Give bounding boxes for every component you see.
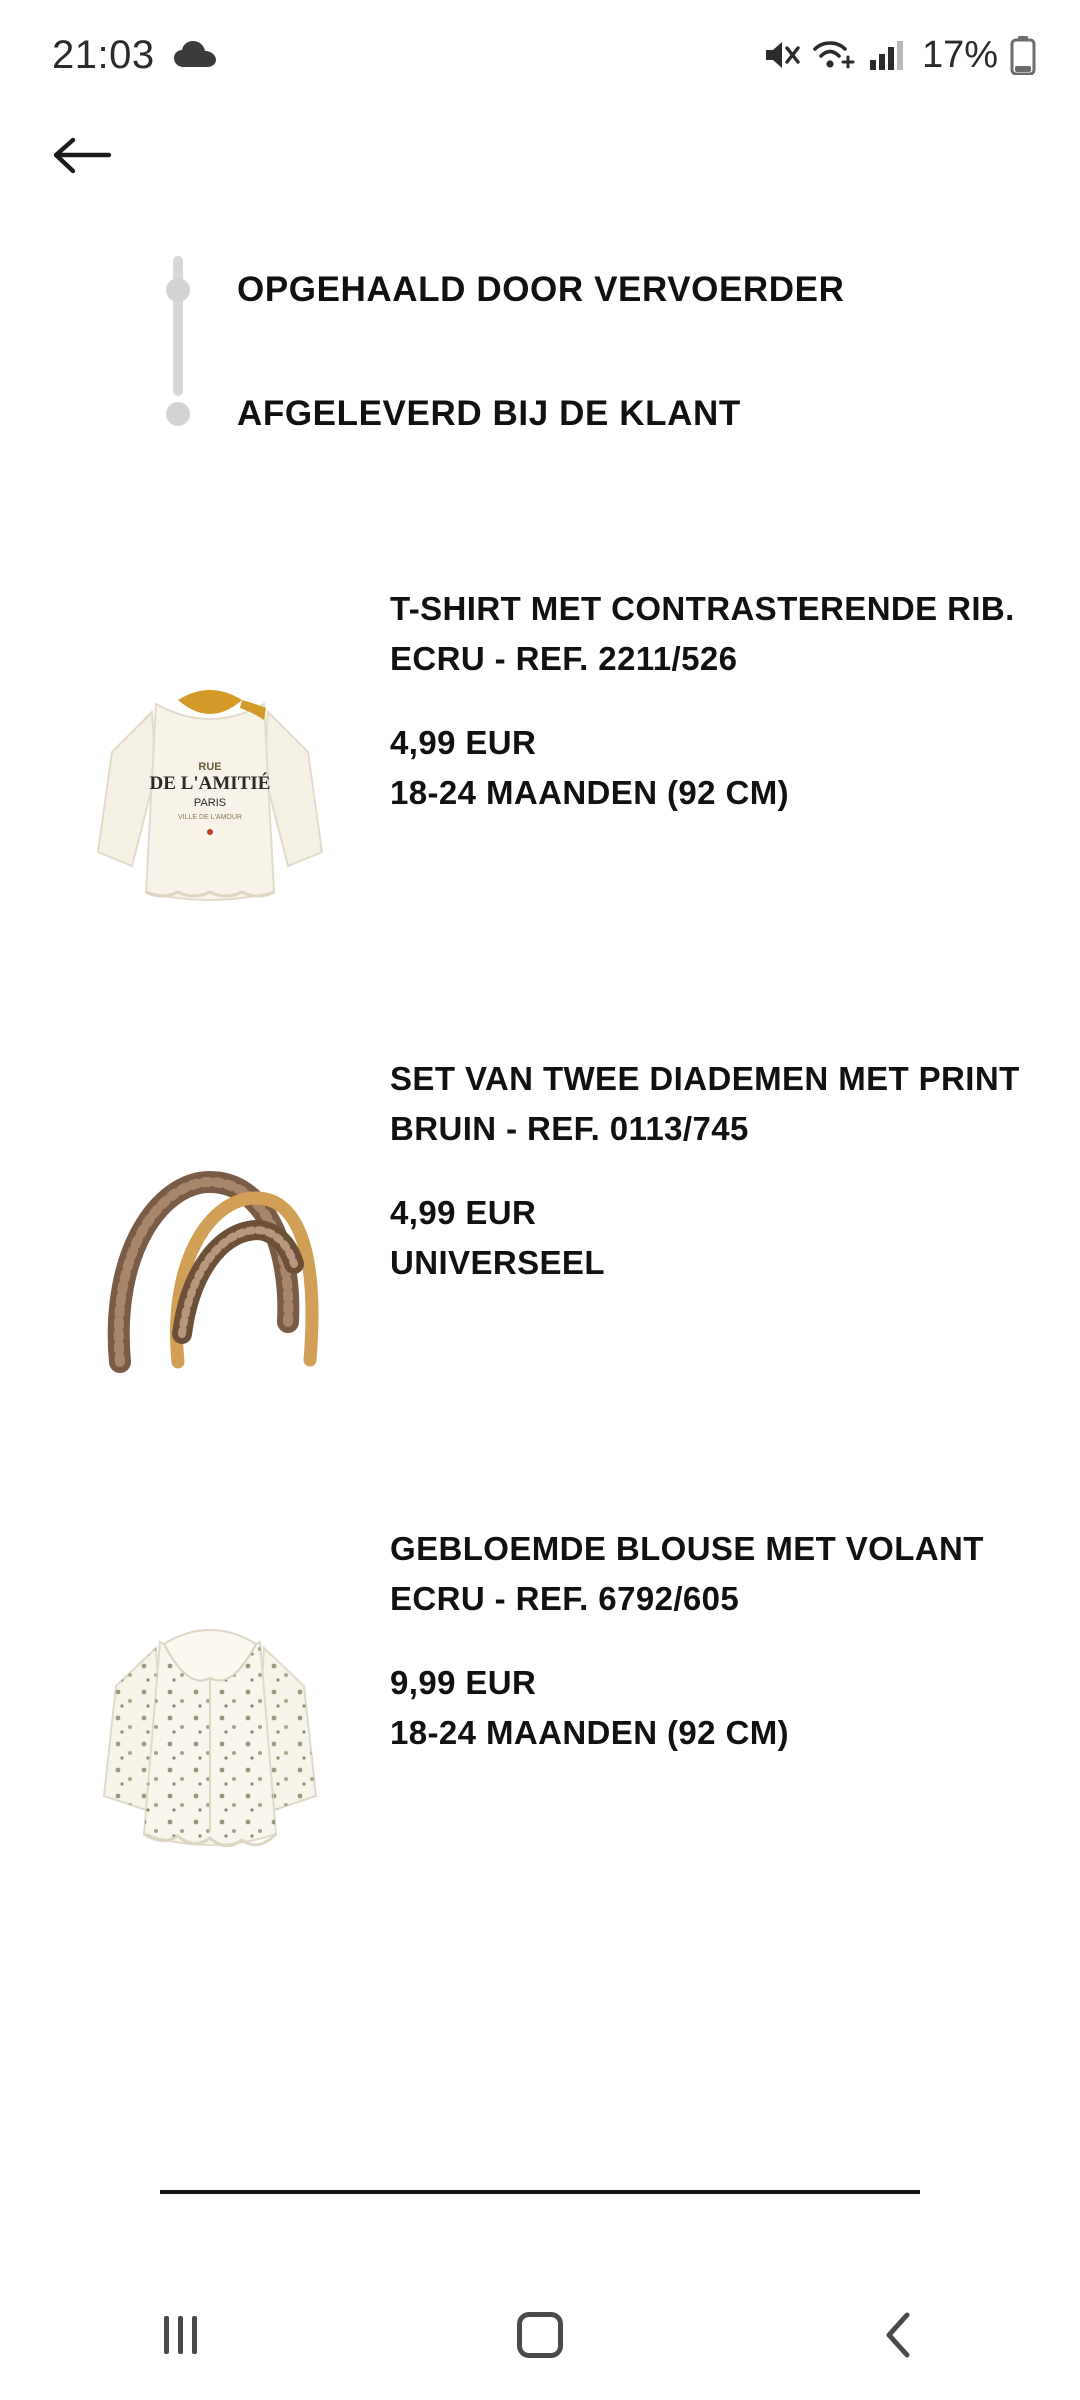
- product-info: [390, 1492, 984, 1758]
- recents-icon: [164, 2316, 197, 2354]
- product-ref: ECRU - REF. 2211/526: [390, 640, 738, 677]
- cloud-icon: [173, 40, 217, 70]
- two-printed-headbands-icon: [60, 1112, 360, 1472]
- back-icon: [880, 2309, 920, 2361]
- product-price: 4,99 EUR: [390, 724, 537, 761]
- tracking-step-label: OPGEHAALD DOOR VERVOERDER: [237, 270, 845, 309]
- kids-longsleeve-tshirt-icon: [60, 642, 360, 1002]
- app-top-bar: [0, 110, 1080, 200]
- product-thumbnail[interactable]: [60, 622, 360, 1022]
- battery-percent-label: 17%: [921, 33, 998, 76]
- product-size: 18-24 MAANDEN (92 CM): [390, 1714, 789, 1751]
- svg-text:VILLE DE L'AMOUR: VILLE DE L'AMOUR: [178, 814, 242, 821]
- product-info: [390, 552, 1015, 818]
- order-item[interactable]: [0, 552, 1080, 1022]
- order-item[interactable]: [0, 1022, 1080, 1492]
- product-ref: BRUIN - REF. 0113/745: [390, 1110, 749, 1147]
- tracking-step-picked-up: [0, 248, 1080, 332]
- product-info: [390, 1022, 1020, 1288]
- home-icon: [517, 2312, 563, 2358]
- home-button[interactable]: [480, 2290, 600, 2380]
- product-thumbnail[interactable]: [60, 1092, 360, 1492]
- system-back-button[interactable]: [840, 2290, 960, 2380]
- tracking-step-label: AFGELEVERD BIJ DE KLANT: [237, 394, 741, 433]
- product-name: T-SHIRT MET CONTRASTERENDE RIB.: [390, 590, 1015, 627]
- timeline-dot: [166, 402, 190, 426]
- tracking-timeline: [0, 248, 1080, 456]
- tracking-step-delivered: [0, 372, 1080, 456]
- signal-icon: [868, 38, 906, 72]
- section-divider: [160, 2190, 920, 2194]
- product-ref: ECRU - REF. 6792/605: [390, 1580, 740, 1617]
- floral-ruffle-blouse-icon: [60, 1582, 360, 1942]
- product-price: 4,99 EUR: [390, 1194, 537, 1231]
- product-name: GEBLOEMDE BLOUSE MET VOLANT: [390, 1530, 984, 1567]
- recents-button[interactable]: [120, 2290, 240, 2380]
- status-clock: 21:03: [52, 32, 155, 77]
- mute-icon: [762, 37, 800, 73]
- svg-text:DE L'AMITIÉ: DE L'AMITIÉ: [149, 773, 271, 794]
- status-bar-left: [52, 33, 217, 78]
- order-item[interactable]: [0, 1492, 1080, 1962]
- back-arrow-icon: [51, 132, 113, 178]
- product-thumbnail[interactable]: [60, 1562, 360, 1962]
- order-items-list: [0, 552, 1080, 1962]
- svg-text:RUE: RUE: [198, 761, 222, 773]
- product-price: 9,99 EUR: [390, 1664, 537, 1701]
- status-bar-right: [762, 34, 1036, 77]
- status-bar: [0, 0, 1080, 110]
- svg-text:PARIS: PARIS: [193, 797, 227, 809]
- system-navigation-bar: [0, 2270, 1080, 2400]
- product-size: UNIVERSEEL: [390, 1244, 605, 1281]
- battery-icon: [1010, 35, 1036, 75]
- product-size: 18-24 MAANDEN (92 CM): [390, 774, 789, 811]
- timeline-dot: [166, 278, 190, 302]
- wifi-icon: [812, 37, 856, 73]
- product-name: SET VAN TWEE DIADEMEN MET PRINT: [390, 1060, 1020, 1097]
- back-button[interactable]: [40, 113, 124, 197]
